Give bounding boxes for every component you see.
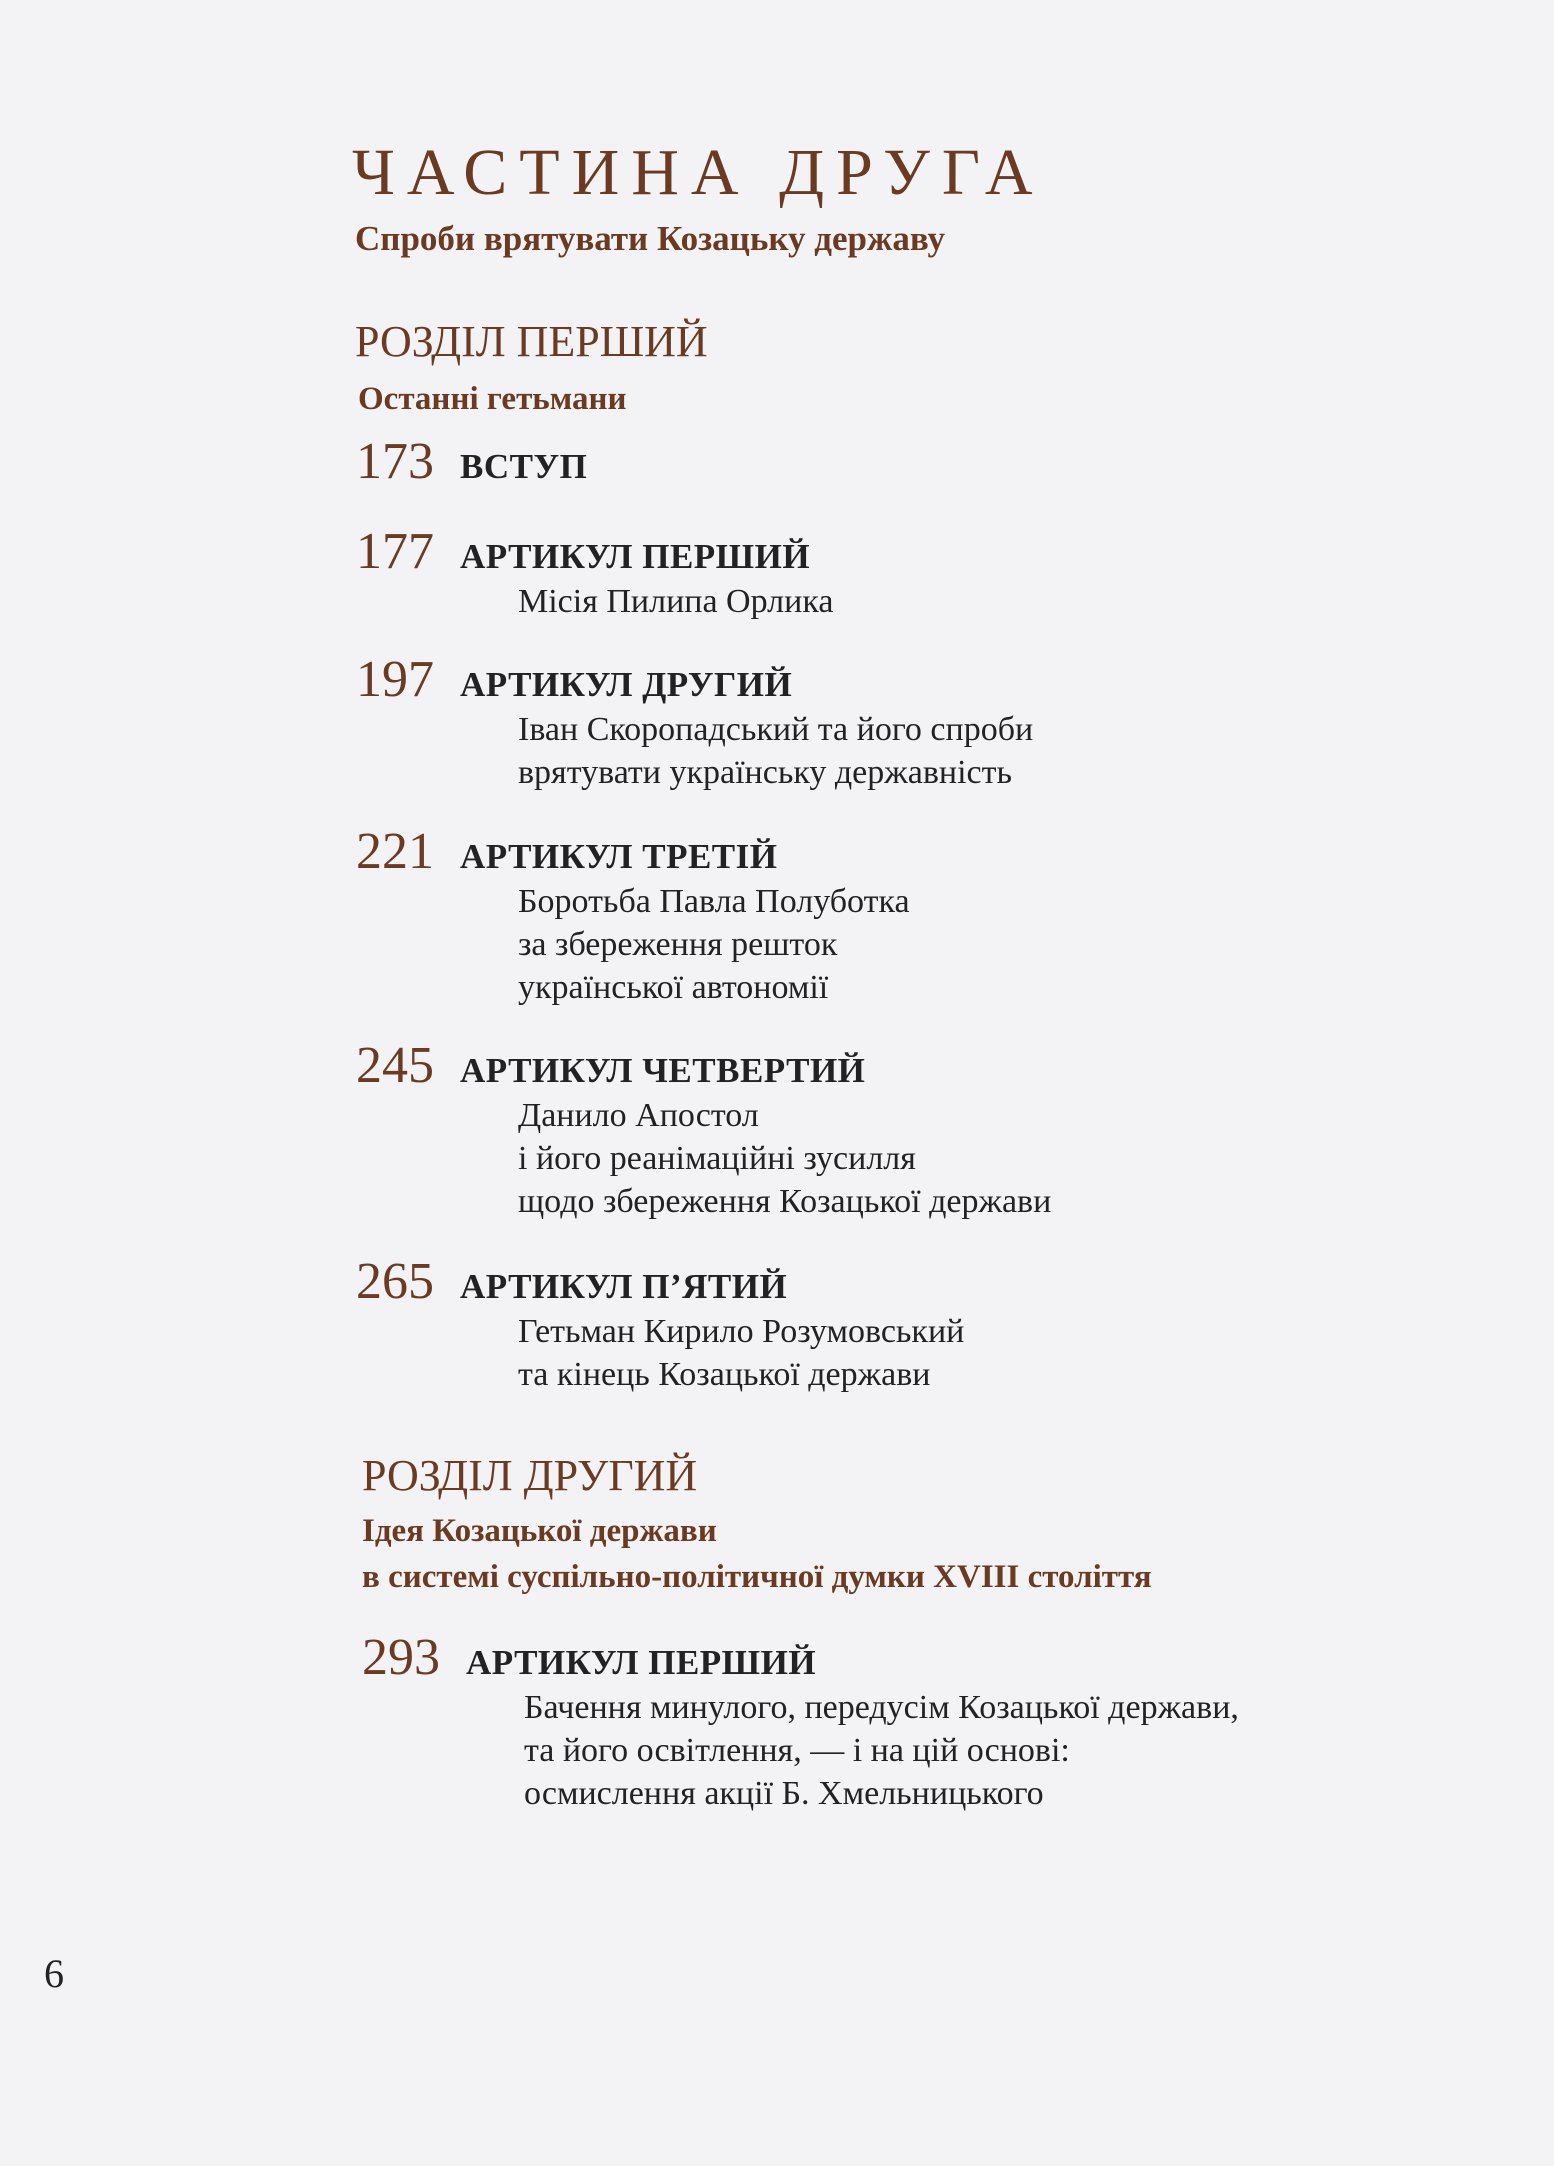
page-number: 6 (44, 1951, 64, 1996)
toc-entry-title-line: та кінець Козацької держави (518, 1356, 931, 1393)
toc-entry-label: АРТИКУЛ ПЕРШИЙ (460, 537, 811, 576)
toc-entry[interactable] (356, 523, 834, 623)
toc-entry-title-line: української автономії (518, 969, 829, 1006)
toc-entry-title-line: осмислення акції Б. Хмельницького (524, 1775, 1044, 1812)
toc-page-number: 177 (356, 523, 434, 580)
section-title: РОЗДІЛ ПЕРШИЙ (355, 317, 708, 366)
toc-entry[interactable] (362, 1629, 1239, 1815)
toc-entry-label: АРТИКУЛ ПЕРШИЙ (466, 1643, 817, 1682)
section-title: РОЗДІЛ ДРУГИЙ (362, 1451, 698, 1500)
toc-entry-label: ВСТУП (460, 447, 588, 486)
toc-entry-label: АРТИКУЛ ТРЕТІЙ (460, 837, 778, 876)
toc-page-number: 265 (356, 1253, 434, 1310)
toc-page-number: 293 (362, 1629, 440, 1686)
toc-entry[interactable] (356, 1037, 1052, 1223)
toc-entry[interactable] (356, 433, 588, 490)
toc-entry-title-line: Гетьман Кирило Розумовський (518, 1313, 965, 1350)
toc-entry-title-line: щодо збереження Козацької держави (518, 1183, 1052, 1220)
section-subtitle (362, 1508, 1152, 1600)
part-subtitle: Спроби врятувати Козацьку державу (355, 219, 946, 258)
toc-entry-label: АРТИКУЛ ДРУГИЙ (460, 665, 793, 704)
toc-entry[interactable] (356, 1253, 965, 1396)
section-subtitle-line: Останні гетьмани (358, 381, 627, 417)
section-subtitle (358, 374, 627, 424)
toc-entry-title-line: і його реанімаційні зусилля (518, 1140, 916, 1177)
toc-entry-title-line: врятувати українську державність (518, 754, 1012, 791)
toc-entry-title-line: Місія Пилипа Орлика (518, 583, 834, 620)
toc-entry-label: АРТИКУЛ ЧЕТВЕРТИЙ (460, 1051, 866, 1090)
toc-page-number: 245 (356, 1037, 434, 1094)
toc-page-number: 173 (356, 433, 434, 490)
toc-entry-title-line: Боротьба Павла Полуботка (518, 883, 910, 920)
toc-entry[interactable] (356, 651, 1034, 794)
toc-entry-title-line: Іван Скоропадський та його спроби (518, 711, 1034, 748)
section-subtitle-line: Ідея Козацької держави (362, 1513, 717, 1549)
toc-entry-title-line: за збереження решток (518, 926, 838, 963)
toc-page-number: 197 (356, 651, 434, 708)
toc-entry-title-line: Данило Апостол (518, 1097, 759, 1134)
part-title: ЧАСТИНА ДРУГА (352, 136, 1045, 209)
section-subtitle-line: в системі суспільно-політичної думки XVIII століття (362, 1559, 1152, 1595)
toc-entry-label: АРТИКУЛ П’ЯТИЙ (460, 1267, 788, 1306)
toc-entry-title-line: та його освітлення, — і на цій основі: (524, 1732, 1070, 1769)
toc-entry[interactable] (356, 823, 910, 1009)
toc-entry-title-line: Бачення минулого, передусім Козацької держави, (524, 1689, 1239, 1726)
toc-page-number: 221 (356, 823, 434, 880)
